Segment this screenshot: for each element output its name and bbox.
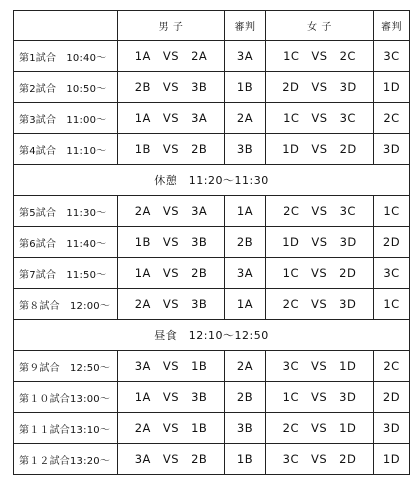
boys-matchup: 1B VS 2B	[118, 134, 225, 165]
match-slot: 第4試合 11:10～	[14, 134, 118, 165]
girls-matchup: 1C VS 3C	[266, 103, 374, 134]
match-row	[14, 289, 410, 320]
boys-matchup: 2A VS 3A	[118, 196, 225, 227]
boys-referee: 2B	[225, 382, 266, 413]
boys-referee: 1B	[225, 72, 266, 103]
boys-matchup: 3A VS 1B	[118, 351, 225, 382]
schedule-body	[14, 11, 410, 475]
match-slot: 第１０試合13:00～	[14, 382, 118, 413]
match-slot: 第８試合 12:00～	[14, 289, 118, 320]
girls-referee: 2D	[374, 382, 410, 413]
girls-referee: 3C	[374, 41, 410, 72]
break-label: 昼食 12:10～12:50	[14, 320, 410, 351]
girls-matchup: 3C VS 2D	[266, 444, 374, 475]
match-slot: 第7試合 11:50～	[14, 258, 118, 289]
boys-referee: 2A	[225, 351, 266, 382]
match-row	[14, 196, 410, 227]
boys-matchup: 1A VS 2A	[118, 41, 225, 72]
header-boys: 男 子	[118, 11, 225, 41]
girls-referee: 2C	[374, 351, 410, 382]
girls-matchup: 1D VS 2D	[266, 134, 374, 165]
boys-matchup: 2B VS 3B	[118, 72, 225, 103]
girls-matchup: 1C VS 3D	[266, 382, 374, 413]
boys-referee: 2B	[225, 227, 266, 258]
boys-referee: 3B	[225, 134, 266, 165]
girls-matchup: 2D VS 3D	[266, 72, 374, 103]
girls-matchup: 1C VS 2D	[266, 258, 374, 289]
boys-matchup: 1A VS 2B	[118, 258, 225, 289]
boys-matchup: 1A VS 3B	[118, 382, 225, 413]
boys-matchup: 2A VS 3B	[118, 289, 225, 320]
match-row	[14, 413, 410, 444]
match-row	[14, 258, 410, 289]
girls-matchup: 1D VS 3D	[266, 227, 374, 258]
boys-referee: 3B	[225, 413, 266, 444]
girls-referee: 3C	[374, 258, 410, 289]
girls-matchup: 3C VS 1D	[266, 351, 374, 382]
girls-matchup: 1C VS 2C	[266, 41, 374, 72]
girls-referee: 1C	[374, 196, 410, 227]
girls-referee: 1D	[374, 444, 410, 475]
match-row	[14, 72, 410, 103]
match-row	[14, 41, 410, 72]
match-slot: 第3試合 11:00～	[14, 103, 118, 134]
header-referee-girls: 審判	[374, 11, 410, 41]
match-row	[14, 103, 410, 134]
girls-referee: 2C	[374, 103, 410, 134]
boys-matchup: 1A VS 3A	[118, 103, 225, 134]
girls-referee: 3D	[374, 413, 410, 444]
boys-referee: 1B	[225, 444, 266, 475]
match-row	[14, 134, 410, 165]
match-slot: 第6試合 11:40～	[14, 227, 118, 258]
break-label: 休憩 11:20～11:30	[14, 165, 410, 196]
break-row	[14, 320, 410, 351]
match-row	[14, 227, 410, 258]
header-slot	[14, 11, 118, 41]
boys-matchup: 2A VS 1B	[118, 413, 225, 444]
boys-referee: 2A	[225, 103, 266, 134]
girls-matchup: 2C VS 1D	[266, 413, 374, 444]
boys-referee: 1A	[225, 289, 266, 320]
match-row	[14, 382, 410, 413]
match-row	[14, 351, 410, 382]
match-slot: 第１１試合13:10～	[14, 413, 118, 444]
boys-matchup: 1B VS 3B	[118, 227, 225, 258]
boys-referee: 3A	[225, 41, 266, 72]
girls-referee: 3D	[374, 134, 410, 165]
match-slot: 第1試合 10:40～	[14, 41, 118, 72]
girls-referee: 1C	[374, 289, 410, 320]
girls-referee: 1D	[374, 72, 410, 103]
boys-referee: 3A	[225, 258, 266, 289]
header-referee-boys: 審判	[225, 11, 266, 41]
break-row	[14, 165, 410, 196]
girls-referee: 2D	[374, 227, 410, 258]
boys-matchup: 3A VS 2B	[118, 444, 225, 475]
match-slot: 第１２試合13:20～	[14, 444, 118, 475]
girls-matchup: 2C VS 3D	[266, 289, 374, 320]
header-row	[14, 11, 410, 41]
header-girls: 女 子	[266, 11, 374, 41]
match-slot: 第5試合 11:30～	[14, 196, 118, 227]
match-slot: 第９試合 12:50～	[14, 351, 118, 382]
boys-referee: 1A	[225, 196, 266, 227]
match-row	[14, 444, 410, 475]
girls-matchup: 2C VS 3C	[266, 196, 374, 227]
match-schedule-table	[13, 10, 410, 475]
match-slot: 第2試合 10:50～	[14, 72, 118, 103]
